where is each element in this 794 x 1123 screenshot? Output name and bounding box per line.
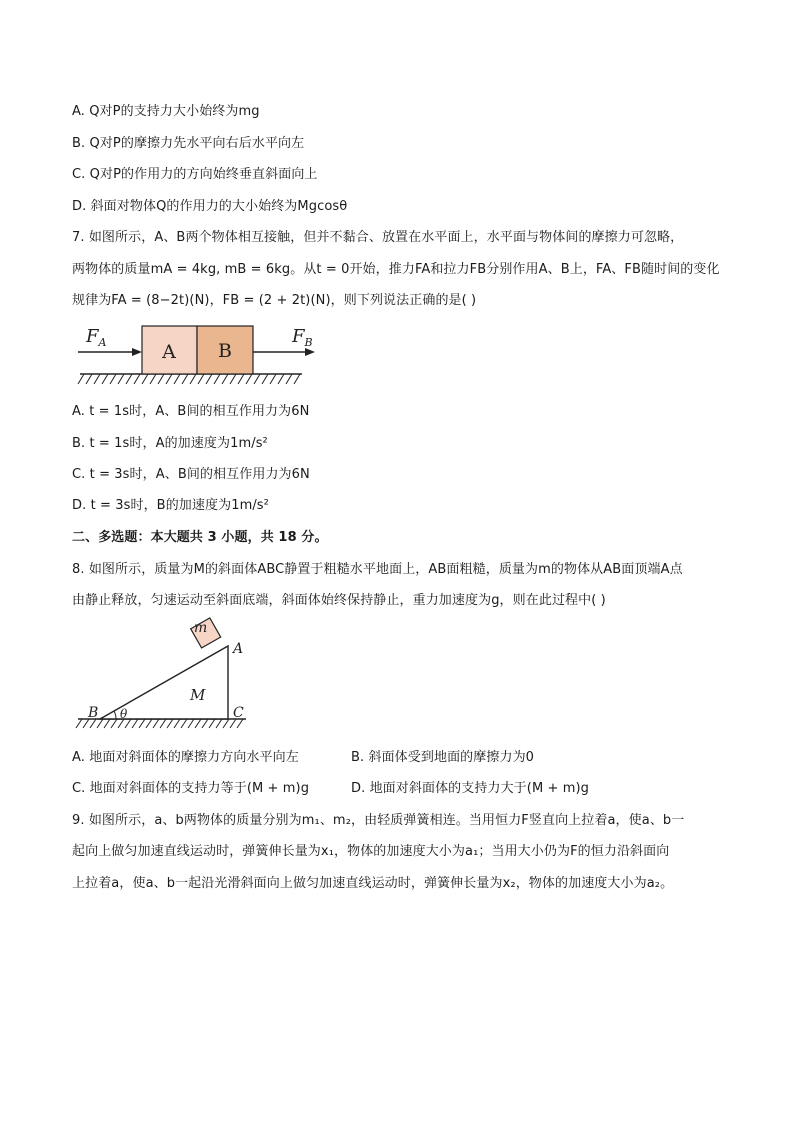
q9-stem-line-2: 起向上做匀加速直线运动时，弹簧伸长量为x₁，物体的加速度大小为a₁；当用大小仍为F的恒力沿斜面向 xyxy=(72,844,670,859)
q7-force-a-label: $F_A$ xyxy=(86,326,107,349)
q8-label-c: C xyxy=(233,705,244,721)
q7-stem-line-3: 规律为FA = (8−2t)(N)，FB = (2 + 2t)(N)，则下列说法正确的是( ) xyxy=(72,293,477,308)
q8-label-a: A xyxy=(233,641,244,657)
q7-option-d: D. t = 3s时，B的加速度为1m/s² xyxy=(72,498,269,513)
q7-block-b-label: B xyxy=(218,340,232,362)
q8-option-b: B. 斜面体受到地面的摩擦力为0 xyxy=(351,750,535,765)
q8-option-c: C. 地面对斜面体的支持力等于(M + m)g xyxy=(72,781,310,796)
q8-options-row-1 xyxy=(72,750,722,766)
q7-force-b-label: $F_B$ xyxy=(292,326,313,349)
q8-stem-line-2: 由静止释放，匀速运动至斜面底端，斜面体始终保持静止，重力加速度为g，则在此过程中( ) xyxy=(72,593,606,608)
q7-force-a-arrowhead xyxy=(132,348,142,356)
q7-option-c: C. t = 3s时，A、B间的相互作用力为6N xyxy=(72,467,310,482)
q6-option-d: D. 斜面对物体Q的作用力的大小始终为Mgcosθ xyxy=(72,199,348,214)
q9-stem-line-1: 9. 如图所示，a、b两物体的质量分别为m₁、m₂，由轻质弹簧相连。当用恒力F竖直向上拉着a，使a、b一 xyxy=(72,813,685,828)
q7-ground-hatch xyxy=(78,374,300,384)
section-heading-multiple-choice: 二、多选题：本大题共 3 小题，共 18 分。 xyxy=(72,530,328,545)
q8-options-row-2 xyxy=(72,781,722,797)
q8-option-a: A. 地面对斜面体的摩擦力方向水平向左 xyxy=(72,750,299,765)
q7-option-a: A. t = 1s时，A、B间的相互作用力为6N xyxy=(72,404,310,419)
q6-option-b: B. Q对P的摩擦力先水平向右后水平向左 xyxy=(72,136,305,151)
q8-label-theta: θ xyxy=(120,707,128,721)
q7-force-b-arrowhead xyxy=(305,348,315,356)
q8-label-m: m xyxy=(194,620,208,636)
q8-stem-line-1: 8. 如图所示，质量为M的斜面体ABC静置于粗糙水平地面上，AB面粗糙，质量为m的物体从AB面顶端A点 xyxy=(72,562,683,577)
q8-ground-hatch xyxy=(76,719,243,728)
q6-option-c: C. Q对P的作用力的方向始终垂直斜面向上 xyxy=(72,167,318,182)
q8-figure xyxy=(76,616,252,734)
q9-stem-line-3: 上拉着a，使a、b一起沿光滑斜面向上做匀加速直线运动时，弹簧伸长量为x₂，物体的加速度大小为a₂。 xyxy=(72,876,674,891)
q8-label-big-m: M xyxy=(190,686,206,704)
q7-figure xyxy=(76,318,313,394)
q8-label-b: B xyxy=(88,705,99,721)
q7-stem-line-2: 两物体的质量mA = 4kg, mB = 6kg。从t = 0开始，推力FA和拉力FB分别作用A、B上，FA、FB随时间的变化 xyxy=(72,262,720,277)
q7-stem-line-1: 7. 如图所示，A、B两个物体相互接触，但并不黏合、放置在水平面上，水平面与物体间的摩擦力可忽略， xyxy=(72,230,684,245)
q7-block-a-label: A xyxy=(162,341,176,363)
q6-option-a: A. Q对P的支持力大小始终为mg xyxy=(72,104,260,119)
q8-option-d: D. 地面对斜面体的支持力大于(M + m)g xyxy=(351,781,590,796)
q7-option-b: B. t = 1s时，A的加速度为1m/s² xyxy=(72,436,268,451)
